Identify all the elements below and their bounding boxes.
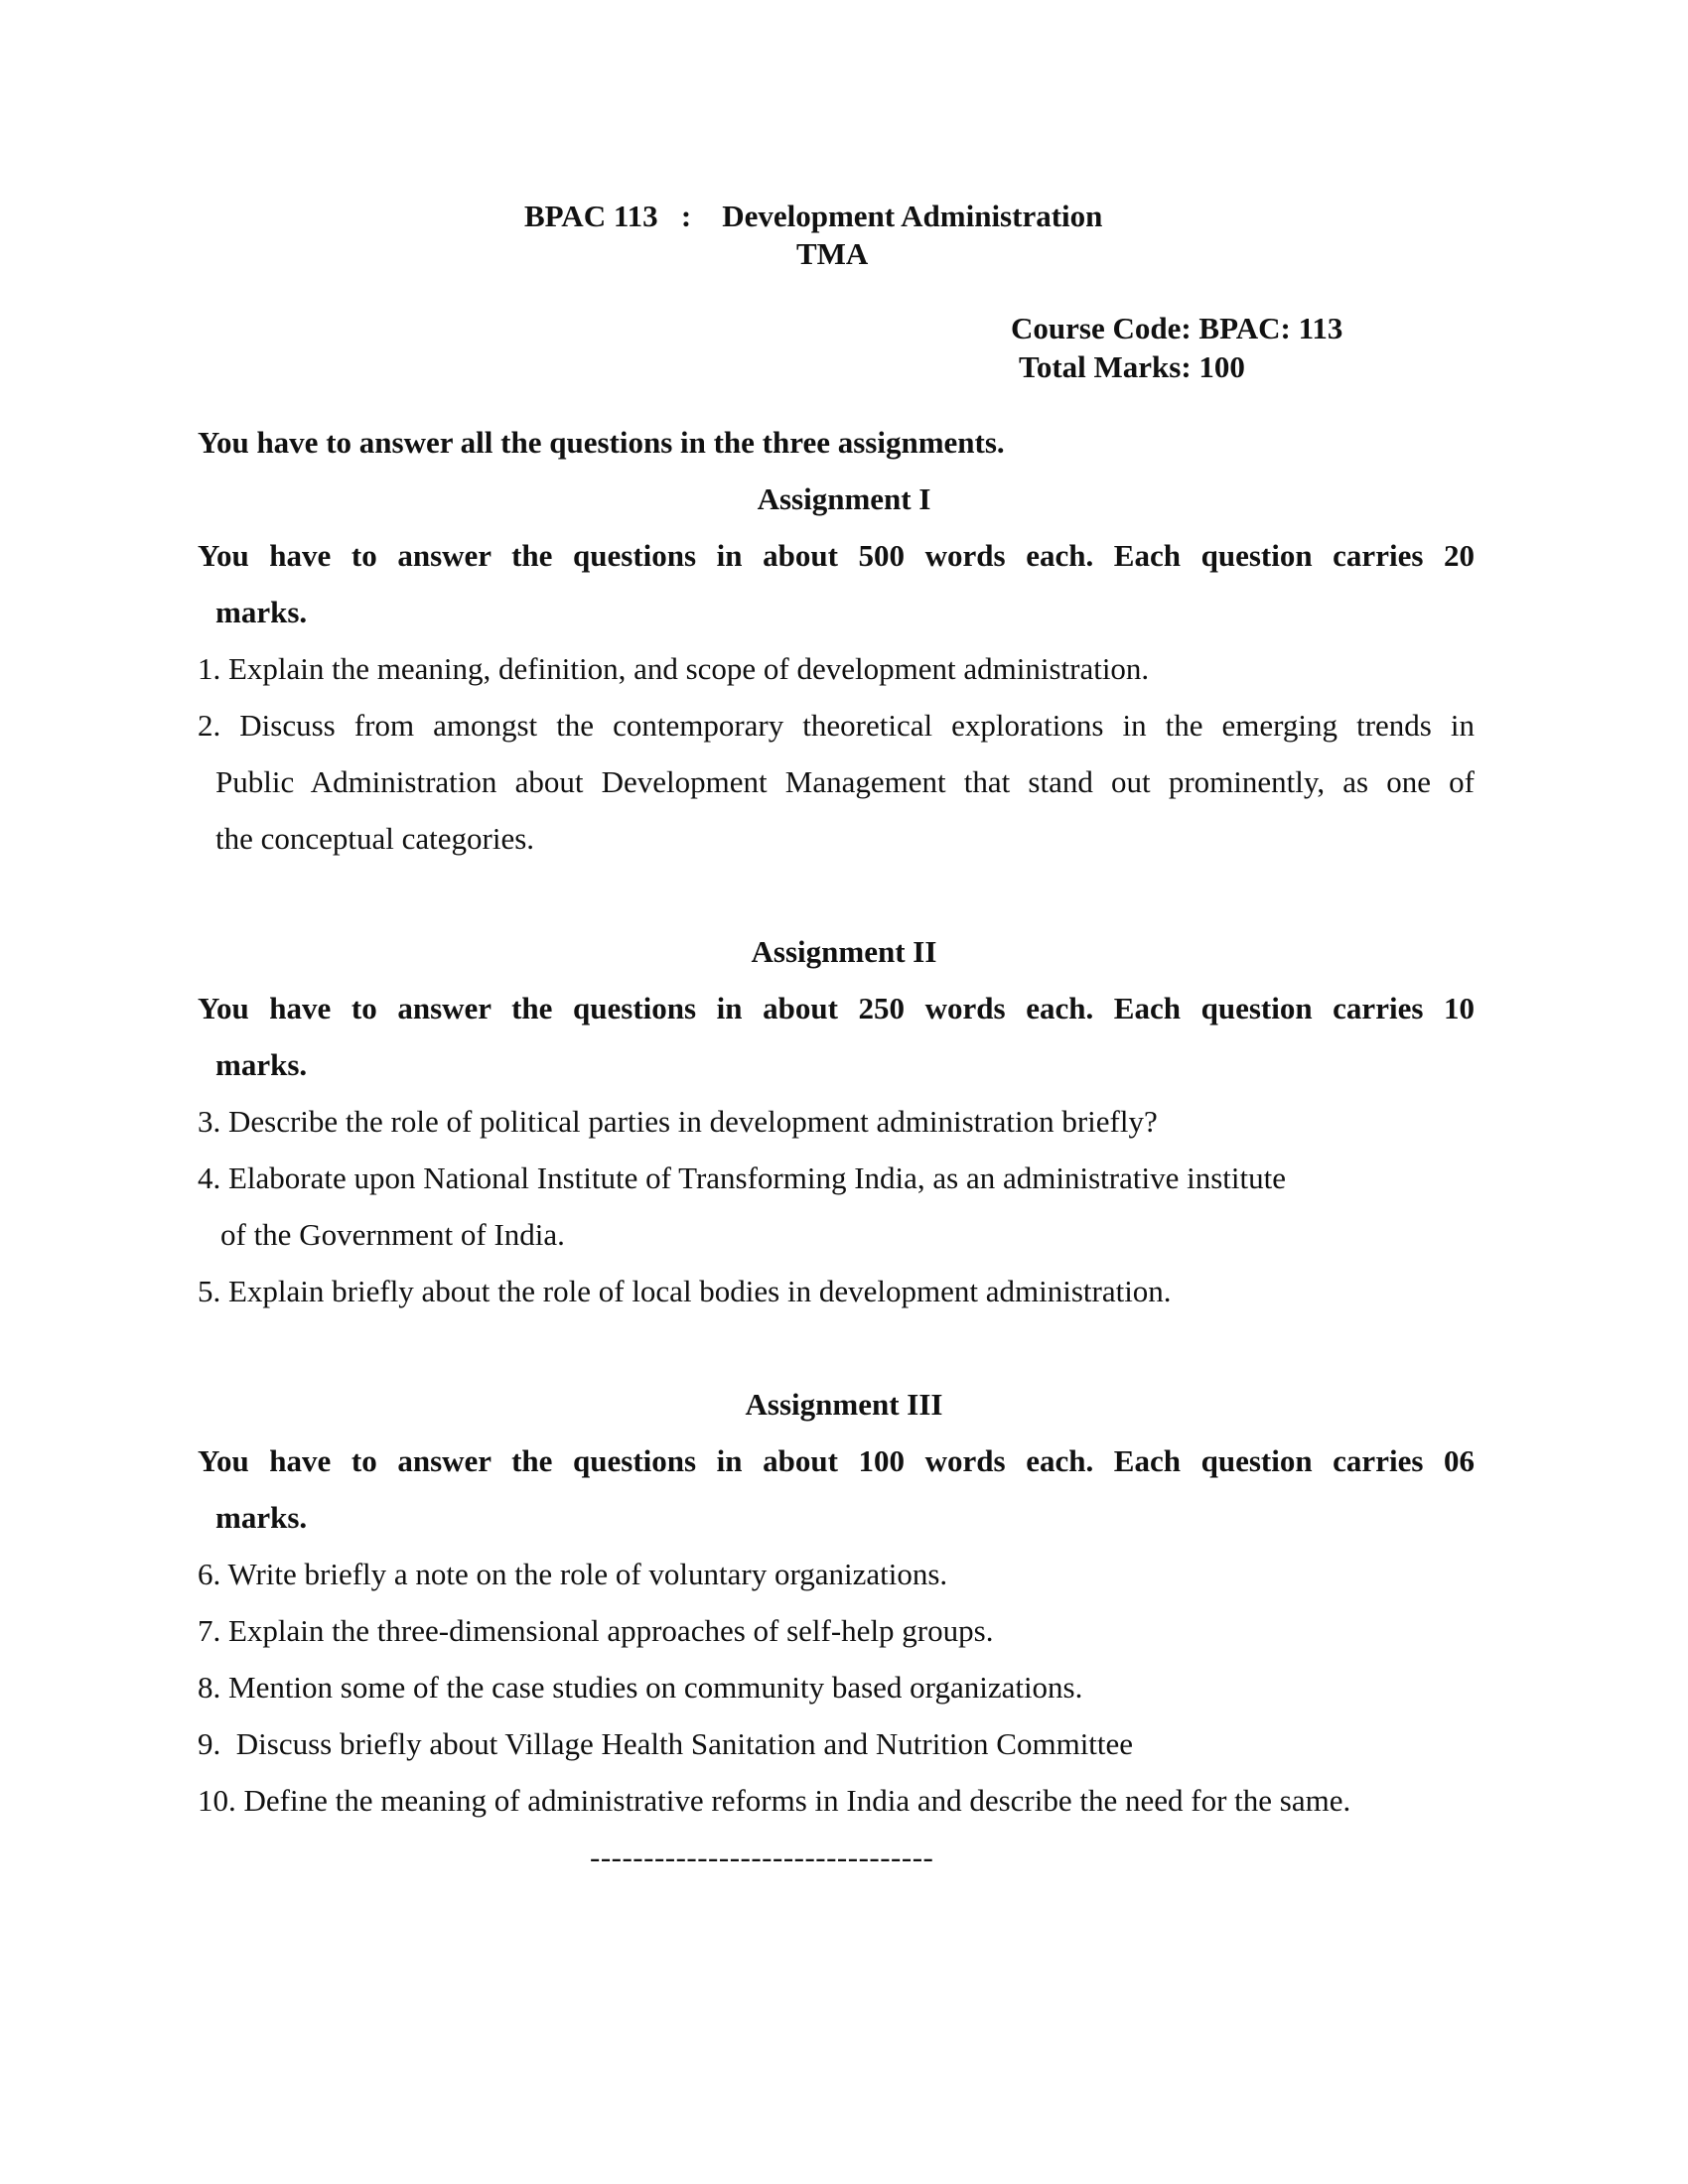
question-item-cont: the conceptual categories.: [215, 821, 535, 856]
assignment-instruction: You have to answer the questions in about 250 words each. Each question carries 10: [198, 991, 1475, 1025]
question-item: 10. Define the meaning of administrative reforms in India and describe the need for the same.: [198, 1783, 1351, 1818]
course-title: BPAC 113 : Development Administration: [524, 199, 1103, 233]
question-item: 4. Elaborate upon National Institute of Transforming India, as an administrative institute: [198, 1160, 1286, 1195]
end-divider: --------------------------------: [590, 1840, 934, 1874]
assignment-instruction: You have to answer the questions in about 100 words each. Each question carries 06: [198, 1443, 1475, 1478]
total-marks: Total Marks: 100: [1019, 349, 1245, 384]
assignment-heading: Assignment I: [757, 481, 931, 516]
question-item: 5. Explain briefly about the role of local bodies in development administration.: [198, 1274, 1172, 1308]
question-item: 7. Explain the three-dimensional approaches of self-help groups.: [198, 1613, 994, 1648]
question-item-cont: of the Government of India.: [220, 1217, 565, 1252]
question-item: 1. Explain the meaning, definition, and scope of development administration.: [198, 651, 1150, 686]
assignment-heading: Assignment II: [751, 934, 937, 969]
assignment-instruction-cont: marks.: [215, 1500, 308, 1535]
general-instruction: You have to answer all the questions in the three assignments.: [198, 425, 1005, 460]
question-item: 3. Describe the role of political parties in development administration briefly?: [198, 1104, 1158, 1139]
question-item: 9. Discuss briefly about Village Health Sanitation and Nutrition Committee: [198, 1726, 1134, 1761]
question-item-cont: Public Administration about Development Management that stand out prominently, as one of: [215, 764, 1475, 799]
assignment-instruction-cont: marks.: [215, 1047, 308, 1082]
assignment-instruction: You have to answer the questions in about 500 words each. Each question carries 20: [198, 538, 1475, 573]
document-subtitle: TMA: [796, 236, 869, 271]
question-item: 2. Discuss from amongst the contemporary theoretical explorations in the emerging trends in: [198, 708, 1475, 743]
question-item: 6. Write briefly a note on the role of voluntary organizations.: [198, 1557, 948, 1591]
question-item: 8. Mention some of the case studies on community based organizations.: [198, 1670, 1083, 1705]
assignment-instruction-cont: marks.: [215, 595, 308, 629]
assignment-heading: Assignment III: [745, 1387, 943, 1422]
course-code: Course Code: BPAC: 113: [1011, 311, 1343, 345]
